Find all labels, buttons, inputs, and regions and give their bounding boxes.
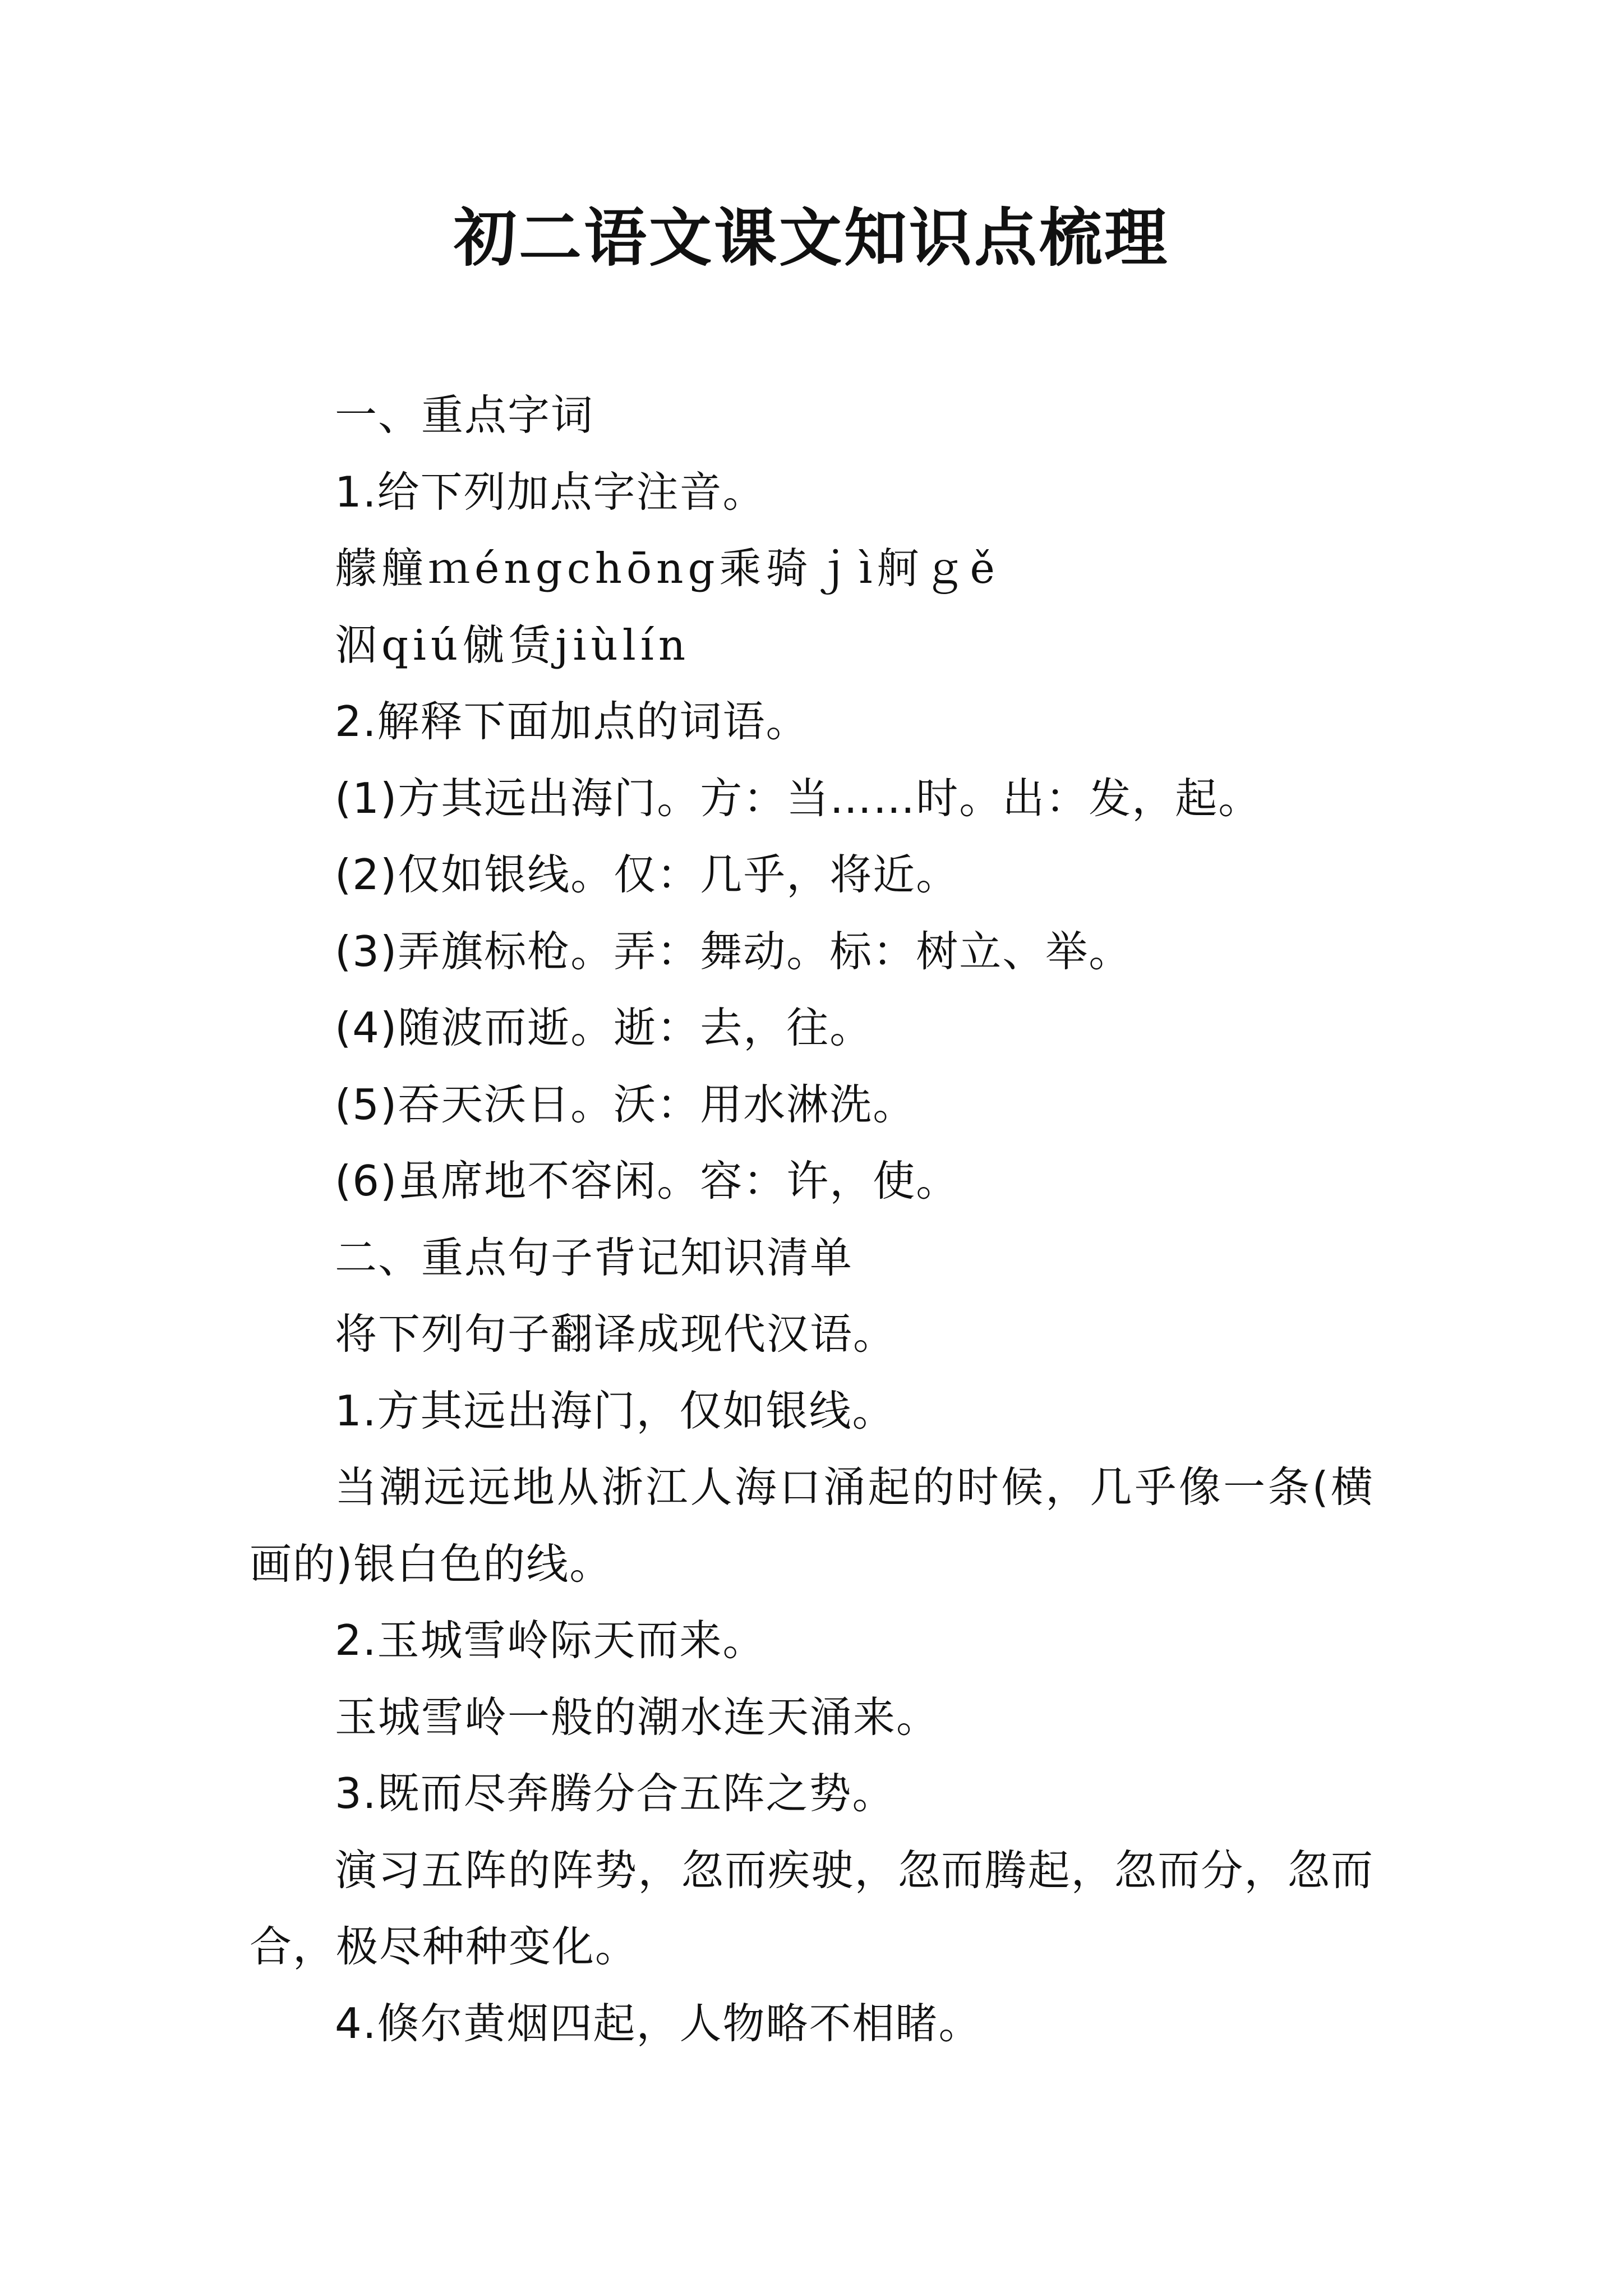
- word-explanation-3: (3)弄旗标枪。弄：舞动。标：树立、举。: [335, 926, 1132, 976]
- section-heading-key-words: 一、重点字词: [335, 390, 594, 440]
- pinyin-line-1: 艨艟ｍéngchōng乘骑ｊì舸ｇě: [335, 544, 999, 593]
- pinyin-line-2: 泅qiú僦赁jiùlín: [335, 620, 690, 670]
- section-heading-key-sentences: 二、重点句子背记知识清单: [335, 1232, 854, 1282]
- word-explanation-5: (5)吞天沃日。沃：用水淋洗。: [335, 1079, 916, 1129]
- word-explanation-6: (6)虽席地不容闲。容：许，使。: [335, 1156, 960, 1205]
- question-2-heading: 2.解释下面加点的词语。: [335, 697, 809, 746]
- translation-instruction: 将下列句子翻译成现代汉语。: [335, 1309, 897, 1359]
- sentence-3: 3.既而尽奔腾分合五阵之势。: [335, 1769, 896, 1818]
- word-explanation-2: (2)仅如银线。仅：几乎，将近。: [335, 850, 960, 899]
- translation-3: 演习五阵的阵势，忽而疾驶，忽而腾起，忽而分，忽而合，极尽种种变化。: [250, 1845, 1374, 1971]
- word-explanation-4: (4)随波而逝。逝：去，往。: [335, 1003, 873, 1052]
- question-1-heading: 1.给下列加点字注音。: [335, 467, 766, 517]
- document-title: 初二语文课文知识点梳理: [454, 201, 1169, 275]
- translation-1: 当潮远远地从浙江人海口涌起的时候，几乎像一条(横画的)银白色的线。: [250, 1462, 1374, 1589]
- translation-2: 玉城雪岭一般的潮水连天涌来。: [335, 1692, 940, 1742]
- sentence-1: 1.方其远出海门，仅如银线。: [335, 1386, 896, 1435]
- sentence-4: 4.倏尔黄烟四起，人物略不相睹。: [335, 1998, 982, 2048]
- sentence-2: 2.玉城雪岭际天而来。: [335, 1616, 766, 1665]
- word-explanation-1: (1)方其远出海门。方：当……时。出：发，起。: [335, 773, 1262, 823]
- document-body: [250, 377, 1374, 2062]
